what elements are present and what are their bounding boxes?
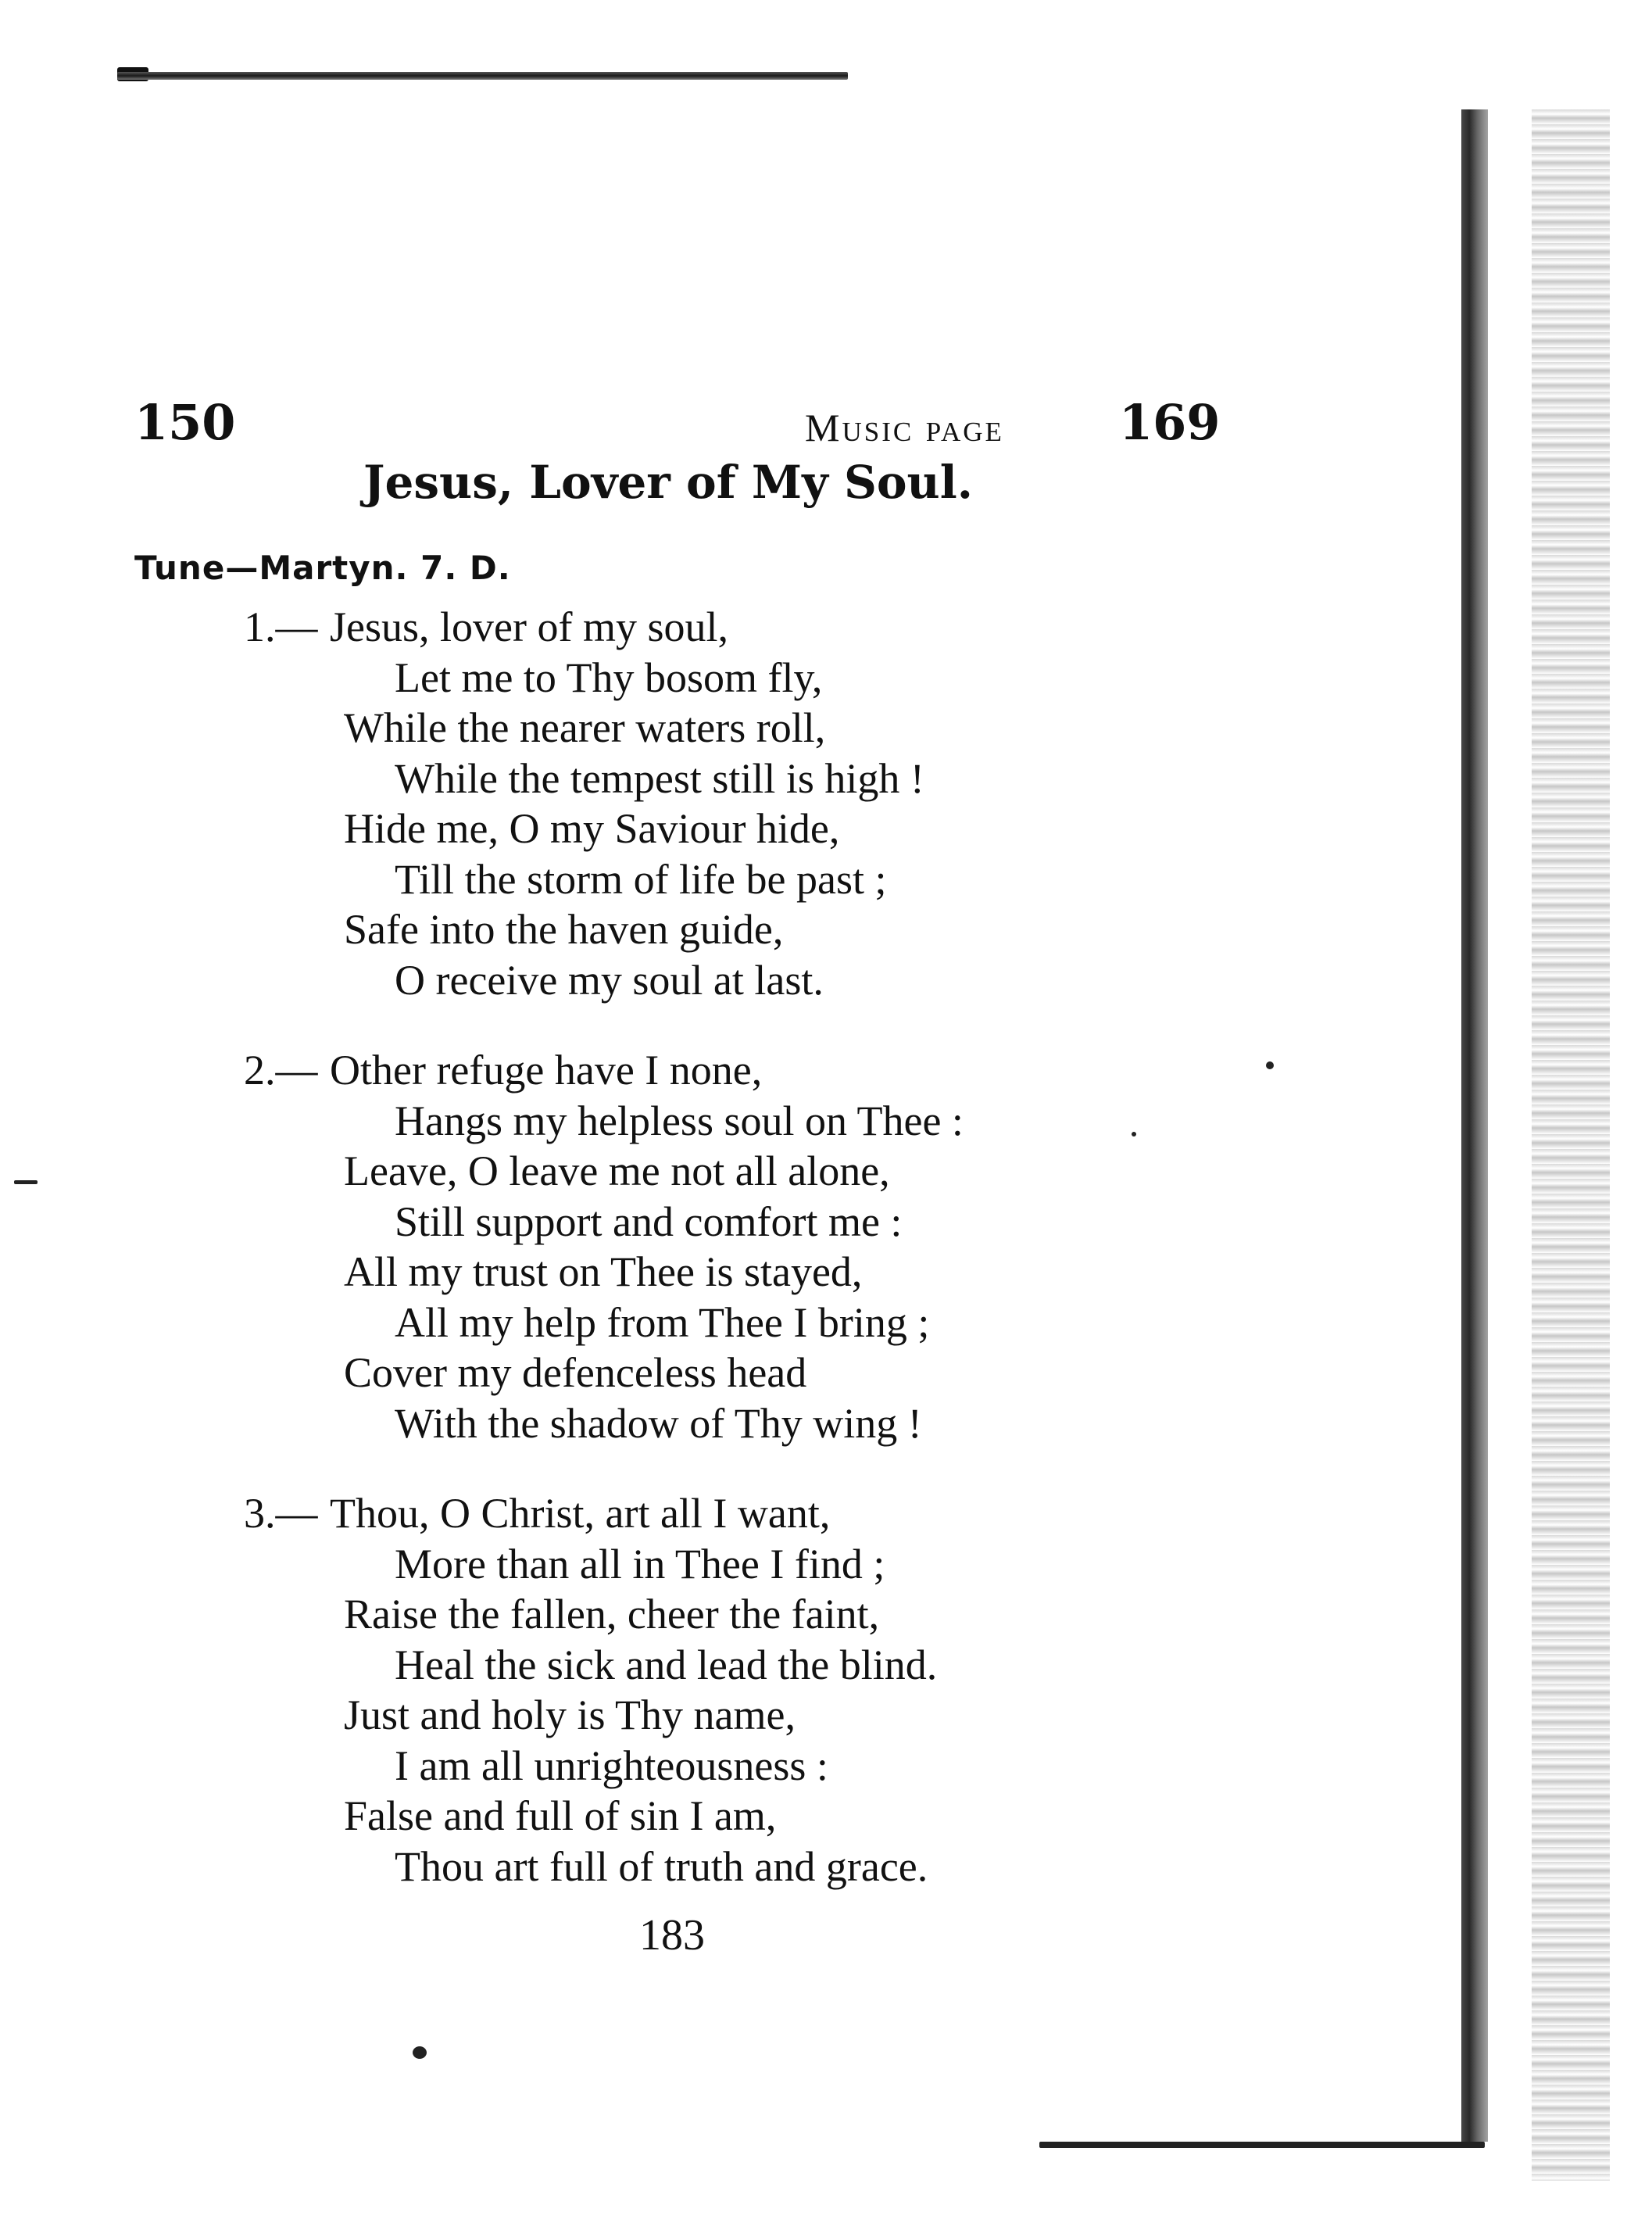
- verse-line-text: Safe into the haven guide,: [344, 906, 784, 953]
- verse-line-text: Let me to Thy bosom fly,: [395, 653, 823, 701]
- verse-line-text: With the shadow of Thy wing !: [395, 1399, 922, 1447]
- top-rule: [117, 72, 848, 80]
- verse: [0, 1488, 1250, 1892]
- verse-line-text: All my trust on Thee is stayed,: [344, 1248, 863, 1295]
- verse-line: [0, 1640, 1250, 1691]
- verse-line: [0, 1589, 1250, 1640]
- bottom-rule: [1039, 2142, 1485, 2148]
- verse-line: [0, 753, 1250, 804]
- scan-speck: [1266, 1061, 1274, 1069]
- verse-line: [0, 1842, 1250, 1892]
- verse-line: [0, 602, 1250, 653]
- music-page-label: Music page: [805, 406, 1004, 449]
- verse-number: 2.—: [244, 1047, 318, 1094]
- verse-line: [0, 1791, 1250, 1842]
- page-edge-shadow: [1461, 109, 1488, 2142]
- verse-line: [0, 1488, 1250, 1539]
- verse-line: [0, 1690, 1250, 1741]
- verse-line-text: Thou, O Christ, art all I want,: [330, 1490, 831, 1537]
- verse-line-text: I am all unrighteousness :: [395, 1741, 828, 1789]
- verse-line-text: False and full of sin I am,: [344, 1792, 777, 1839]
- verse-line-text: Jesus, lover of my soul,: [330, 603, 728, 650]
- tune-line: Tune—Martyn. 7. D.: [134, 549, 511, 587]
- hymn-number: 150: [134, 394, 236, 451]
- verse-line-text: Still support and comfort me :: [395, 1197, 903, 1245]
- page-edge-noise: [1532, 109, 1610, 2181]
- verse-line: [0, 703, 1250, 753]
- scan-speck: [413, 2046, 427, 2059]
- verse-line: [0, 1741, 1250, 1792]
- verse: [0, 602, 1250, 1005]
- verse-line: [0, 1348, 1250, 1398]
- verse-line: [0, 1096, 1250, 1147]
- verse-line-text: Cover my defenceless head: [344, 1349, 807, 1396]
- verse-line: [0, 1197, 1250, 1247]
- verse-line-text: Till the storm of life be past ;: [395, 855, 887, 903]
- verse-line-text: Raise the fallen, cheer the faint,: [344, 1591, 880, 1638]
- verse-line-text: Thou art full of truth and grace.: [395, 1842, 928, 1890]
- verse-number: 1.—: [244, 603, 318, 650]
- verse-line-text: More than all in Thee I find ;: [395, 1540, 885, 1587]
- verse-line: [0, 854, 1250, 905]
- verse-line-text: Other refuge have I none,: [330, 1047, 763, 1094]
- verse-line: [0, 1146, 1250, 1197]
- music-page-number: 169: [1119, 394, 1221, 451]
- verse-line-text: Leave, O leave me not all alone,: [344, 1147, 890, 1194]
- verse-line: [0, 1247, 1250, 1298]
- verse-line-text: All my help from Thee I bring ;: [395, 1298, 930, 1346]
- hymn-title: Jesus, Lover of My Soul.: [363, 456, 973, 509]
- verse-line-text: While the tempest still is high !: [395, 754, 924, 802]
- page-number: 183: [639, 1911, 705, 1960]
- verse-line: [0, 804, 1250, 854]
- verse-line-text: O receive my soul at last.: [395, 956, 824, 1004]
- verse-line-text: Heal the sick and lead the blind.: [395, 1641, 938, 1688]
- verse-line: [0, 904, 1250, 955]
- verse-line: [0, 955, 1250, 1006]
- verse-line: [0, 1298, 1250, 1348]
- verse-line: [0, 653, 1250, 703]
- verse: [0, 1045, 1250, 1448]
- verse-line-text: Just and holy is Thy name,: [344, 1691, 796, 1738]
- verse-line-text: Hide me, O my Saviour hide,: [344, 805, 840, 852]
- verse-line-text: While the nearer waters roll,: [344, 704, 826, 751]
- verse-line: [0, 1539, 1250, 1590]
- verse-number: 3.—: [244, 1490, 318, 1537]
- verse-line: [0, 1398, 1250, 1449]
- verse-line: [0, 1045, 1250, 1096]
- verse-line-text: Hangs my helpless soul on Thee :: [395, 1097, 964, 1144]
